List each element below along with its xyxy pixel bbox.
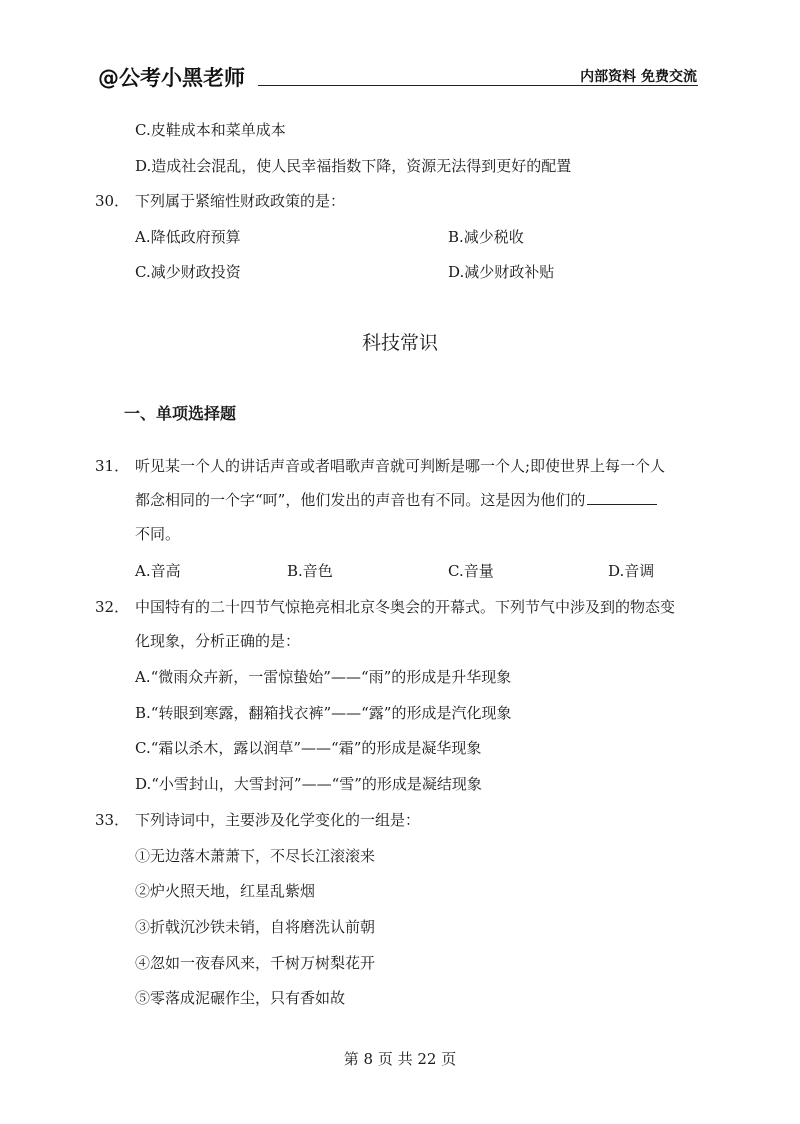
q32-option-b: B.“转眼到寒露，翻箱找衣裤”——“露”的形成是汽化现象: [135, 704, 512, 722]
q31-line-2: 都念相同的一个字“呵”，他们发出的声音也有不同。这是因为他们的: [135, 491, 586, 509]
section-title: 科技常识: [361, 332, 438, 354]
q31-line-2-wrap: [135, 490, 657, 510]
q32-line-2: 化现象，分析正确的是：: [135, 632, 301, 650]
q30-option-c: C.减少财政投资: [135, 263, 241, 281]
q33-item-2: ②炉火照天地，红星乱紫烟: [135, 882, 316, 900]
q30-option-a: A.降低政府预算: [135, 228, 241, 246]
answer-blank: [587, 490, 657, 505]
q30-option-b: B.减少税收: [448, 228, 524, 246]
q31-line-1: 听见某一个人的讲话声音或者唱歌声音就可判断是哪一个人;即使世界上每一个人: [135, 457, 666, 475]
q29-option-c: C.皮鞋成本和菜单成本: [135, 121, 286, 139]
page-footer: 第 8 页 共 22 页: [343, 1050, 457, 1068]
q32-option-d: D.“小雪封山，大雪封河”——“雪”的形成是凝结现象: [135, 775, 482, 793]
q32-number: 32．: [95, 598, 130, 616]
q30-stem: 下列属于紧缩性财政政策的是：: [135, 192, 346, 210]
q31-option-a: A.音高: [135, 562, 181, 580]
q33-stem: 下列诗词中，主要涉及化学变化的一组是：: [135, 811, 421, 829]
q33-item-3: ③折戟沉沙铁未销，自将磨洗认前朝: [135, 918, 376, 936]
q32-option-c: C.“霜以杀木，露以润草”——“霜”的形成是凝华现象: [135, 739, 482, 757]
q31-option-d: D.音调: [608, 562, 655, 580]
brand-title: @公考小黑老师: [98, 66, 245, 90]
q31-number: 31．: [95, 457, 130, 475]
q33-item-5: ⑤零落成泥碾作尘，只有香如故: [135, 989, 346, 1007]
q30-option-d: D.减少财政补贴: [448, 263, 555, 281]
sub-heading: 一、单项选择题: [124, 404, 237, 423]
q32-line-1: 中国特有的二十四节气惊艳亮相北京冬奥会的开幕式。下列节气中涉及到的物态变: [135, 598, 676, 616]
q30-number: 30．: [95, 192, 130, 210]
q33-item-4: ④忽如一夜春风来，千树万树梨花开: [135, 954, 376, 972]
header-tag: 内部资料 免费交流: [580, 69, 697, 85]
q33-item-1: ①无边落木萧萧下，不尽长江滚滚来: [135, 847, 376, 865]
q31-option-b: B.音色: [287, 562, 333, 580]
q33-number: 33．: [95, 811, 130, 829]
q32-option-a: A.“微雨众卉新，一雷惊蛰始”——“雨”的形成是升华现象: [135, 668, 512, 686]
q29-option-d: D.造成社会混乱，使人民幸福指数下降，资源无法得到更好的配置: [135, 157, 572, 175]
page-header: [0, 0, 800, 100]
q31-line-3: 不同。: [135, 525, 181, 543]
q31-option-c: C.音量: [448, 562, 494, 580]
